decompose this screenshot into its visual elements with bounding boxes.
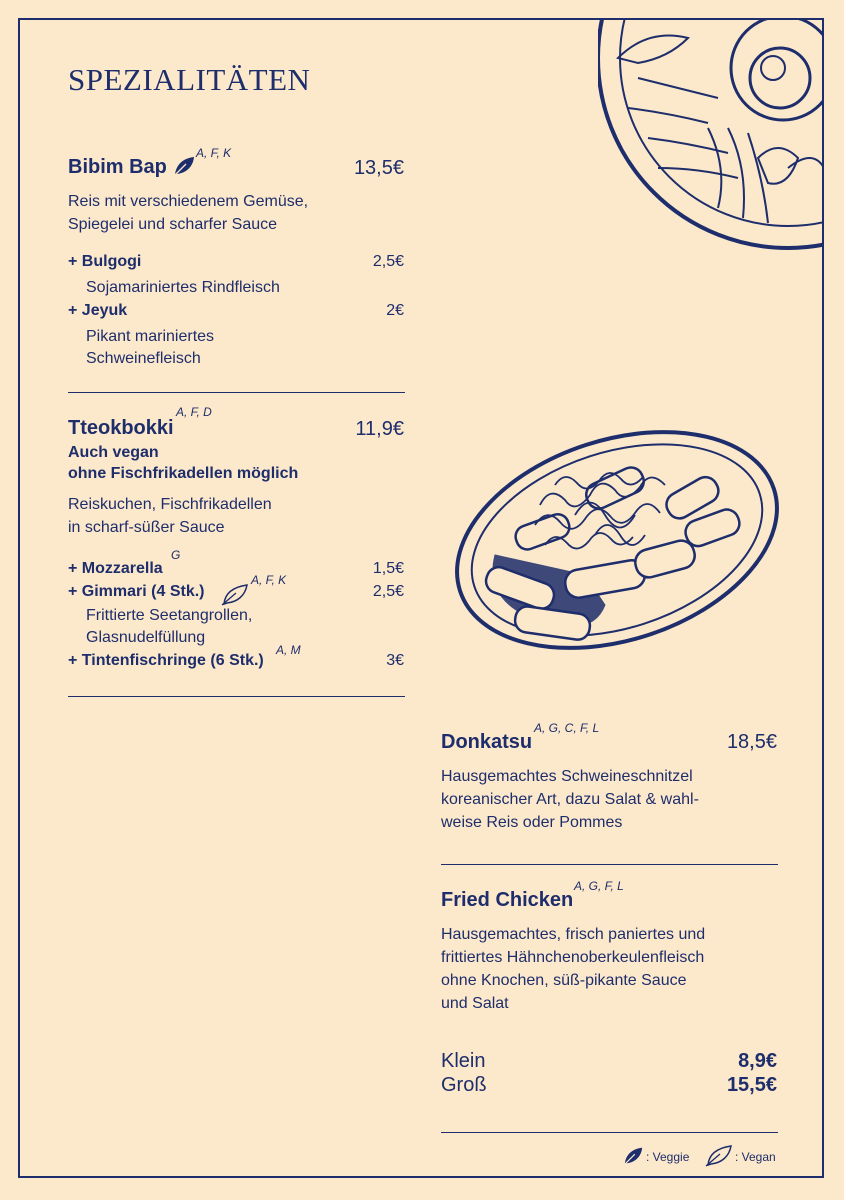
page-title: SPEZIALITÄTEN	[68, 62, 311, 97]
legend-veggie-leaf-icon	[622, 1145, 644, 1167]
addon-bulgogi: + Bulgogi	[68, 253, 142, 270]
divider	[68, 392, 405, 393]
allergens-fried-chicken: A, G, F, L	[574, 879, 624, 893]
size-klein-label: Klein	[441, 1050, 486, 1072]
addon-mozzarella-price: 1,5€	[372, 560, 404, 577]
addon-gimmari: + Gimmari (4 Stk.)	[68, 583, 205, 600]
allergens-donkatsu: A, G, C, F, L	[534, 721, 600, 735]
vegan-leaf-icon	[220, 582, 250, 606]
addon-gimmari-desc-line1: Frittierte Seetangrollen,	[86, 607, 253, 624]
dish-name-donkatsu: Donkatsu	[441, 731, 533, 753]
size-gross-label: Groß	[441, 1074, 487, 1096]
addon-jeyuk-desc-line2: Schweinefleisch	[86, 350, 201, 367]
divider	[68, 696, 405, 697]
legend-veggie-label: : Veggie	[646, 1150, 690, 1164]
allergens-tintenfischringe: A, M	[276, 643, 301, 657]
note-tteokbokki-line1: Auch vegan	[68, 444, 159, 461]
addon-tintenfischringe-price: 3€	[386, 652, 404, 669]
veggie-leaf-icon	[172, 155, 196, 177]
desc-fried-chicken-line2: frittiertes Hähnchenoberkeulenfleisch	[441, 949, 705, 966]
allergens-gimmari: A, F, K	[251, 573, 287, 587]
dish-name-fried-chicken: Fried Chicken	[441, 889, 574, 911]
desc-fried-chicken-line1: Hausgemachtes, frisch paniertes und	[441, 926, 706, 943]
allergens-mozzarella: G	[171, 548, 181, 562]
price-tteokbokki: 11,9€	[355, 418, 404, 440]
desc-tteokbokki-line2: in scharf-süßer Sauce	[68, 519, 225, 536]
price-bibimbap: 13,5€	[353, 157, 404, 179]
allergens-bibimbap: A, F, K	[196, 146, 232, 160]
desc-fried-chicken-line3: ohne Knochen, süß-pikante Sauce	[441, 972, 687, 989]
addon-bulgogi-desc: Sojamariniertes Rindfleisch	[86, 279, 280, 296]
divider	[441, 864, 778, 865]
size-klein-price: 8,9€	[738, 1050, 777, 1072]
size-gross-price: 15,5€	[726, 1074, 777, 1096]
desc-donkatsu-line3: weise Reis oder Pommes	[441, 814, 623, 831]
desc-bibimbap-line1: Reis mit verschiedenem Gemüse,	[68, 193, 309, 210]
addon-jeyuk: + Jeyuk	[68, 302, 128, 319]
addon-jeyuk-desc-line1: Pikant mariniertes	[86, 328, 215, 345]
addon-gimmari-desc-line2: Glasnudelfüllung	[86, 629, 206, 646]
desc-donkatsu-line1: Hausgemachtes Schweineschnitzel	[441, 768, 693, 785]
desc-tteokbokki-line1: Reiskuchen, Fischfrikadellen	[68, 496, 272, 513]
note-tteokbokki-line2: ohne Fischfrikadellen möglich	[68, 465, 299, 482]
divider	[441, 1132, 778, 1133]
dish-name-bibimbap: Bibim Bap	[68, 156, 167, 178]
price-donkatsu: 18,5€	[726, 731, 777, 753]
desc-donkatsu-line2: koreanischer Art, dazu Salat & wahl-	[441, 791, 699, 808]
legend-vegan-label: : Vegan	[735, 1150, 776, 1164]
addon-mozzarella: + Mozzarella	[68, 560, 163, 577]
addon-gimmari-price: 2,5€	[372, 583, 404, 600]
legend-vegan-leaf-icon	[704, 1143, 734, 1167]
allergens-tteokbokki: A, F, D	[176, 405, 212, 419]
desc-fried-chicken-line4: und Salat	[441, 995, 509, 1012]
desc-bibimbap-line2: Spiegelei und scharfer Sauce	[68, 216, 278, 233]
tteokbokki-plate-illustration	[445, 415, 790, 665]
addon-tintenfischringe: + Tintenfischringe (6 Stk.)	[68, 652, 264, 669]
bibimbap-bowl-illustration	[598, 18, 824, 250]
addon-bulgogi-price: 2,5€	[372, 253, 404, 270]
dish-name-tteokbokki: Tteokbokki	[68, 417, 174, 439]
addon-jeyuk-price: 2€	[386, 302, 404, 319]
